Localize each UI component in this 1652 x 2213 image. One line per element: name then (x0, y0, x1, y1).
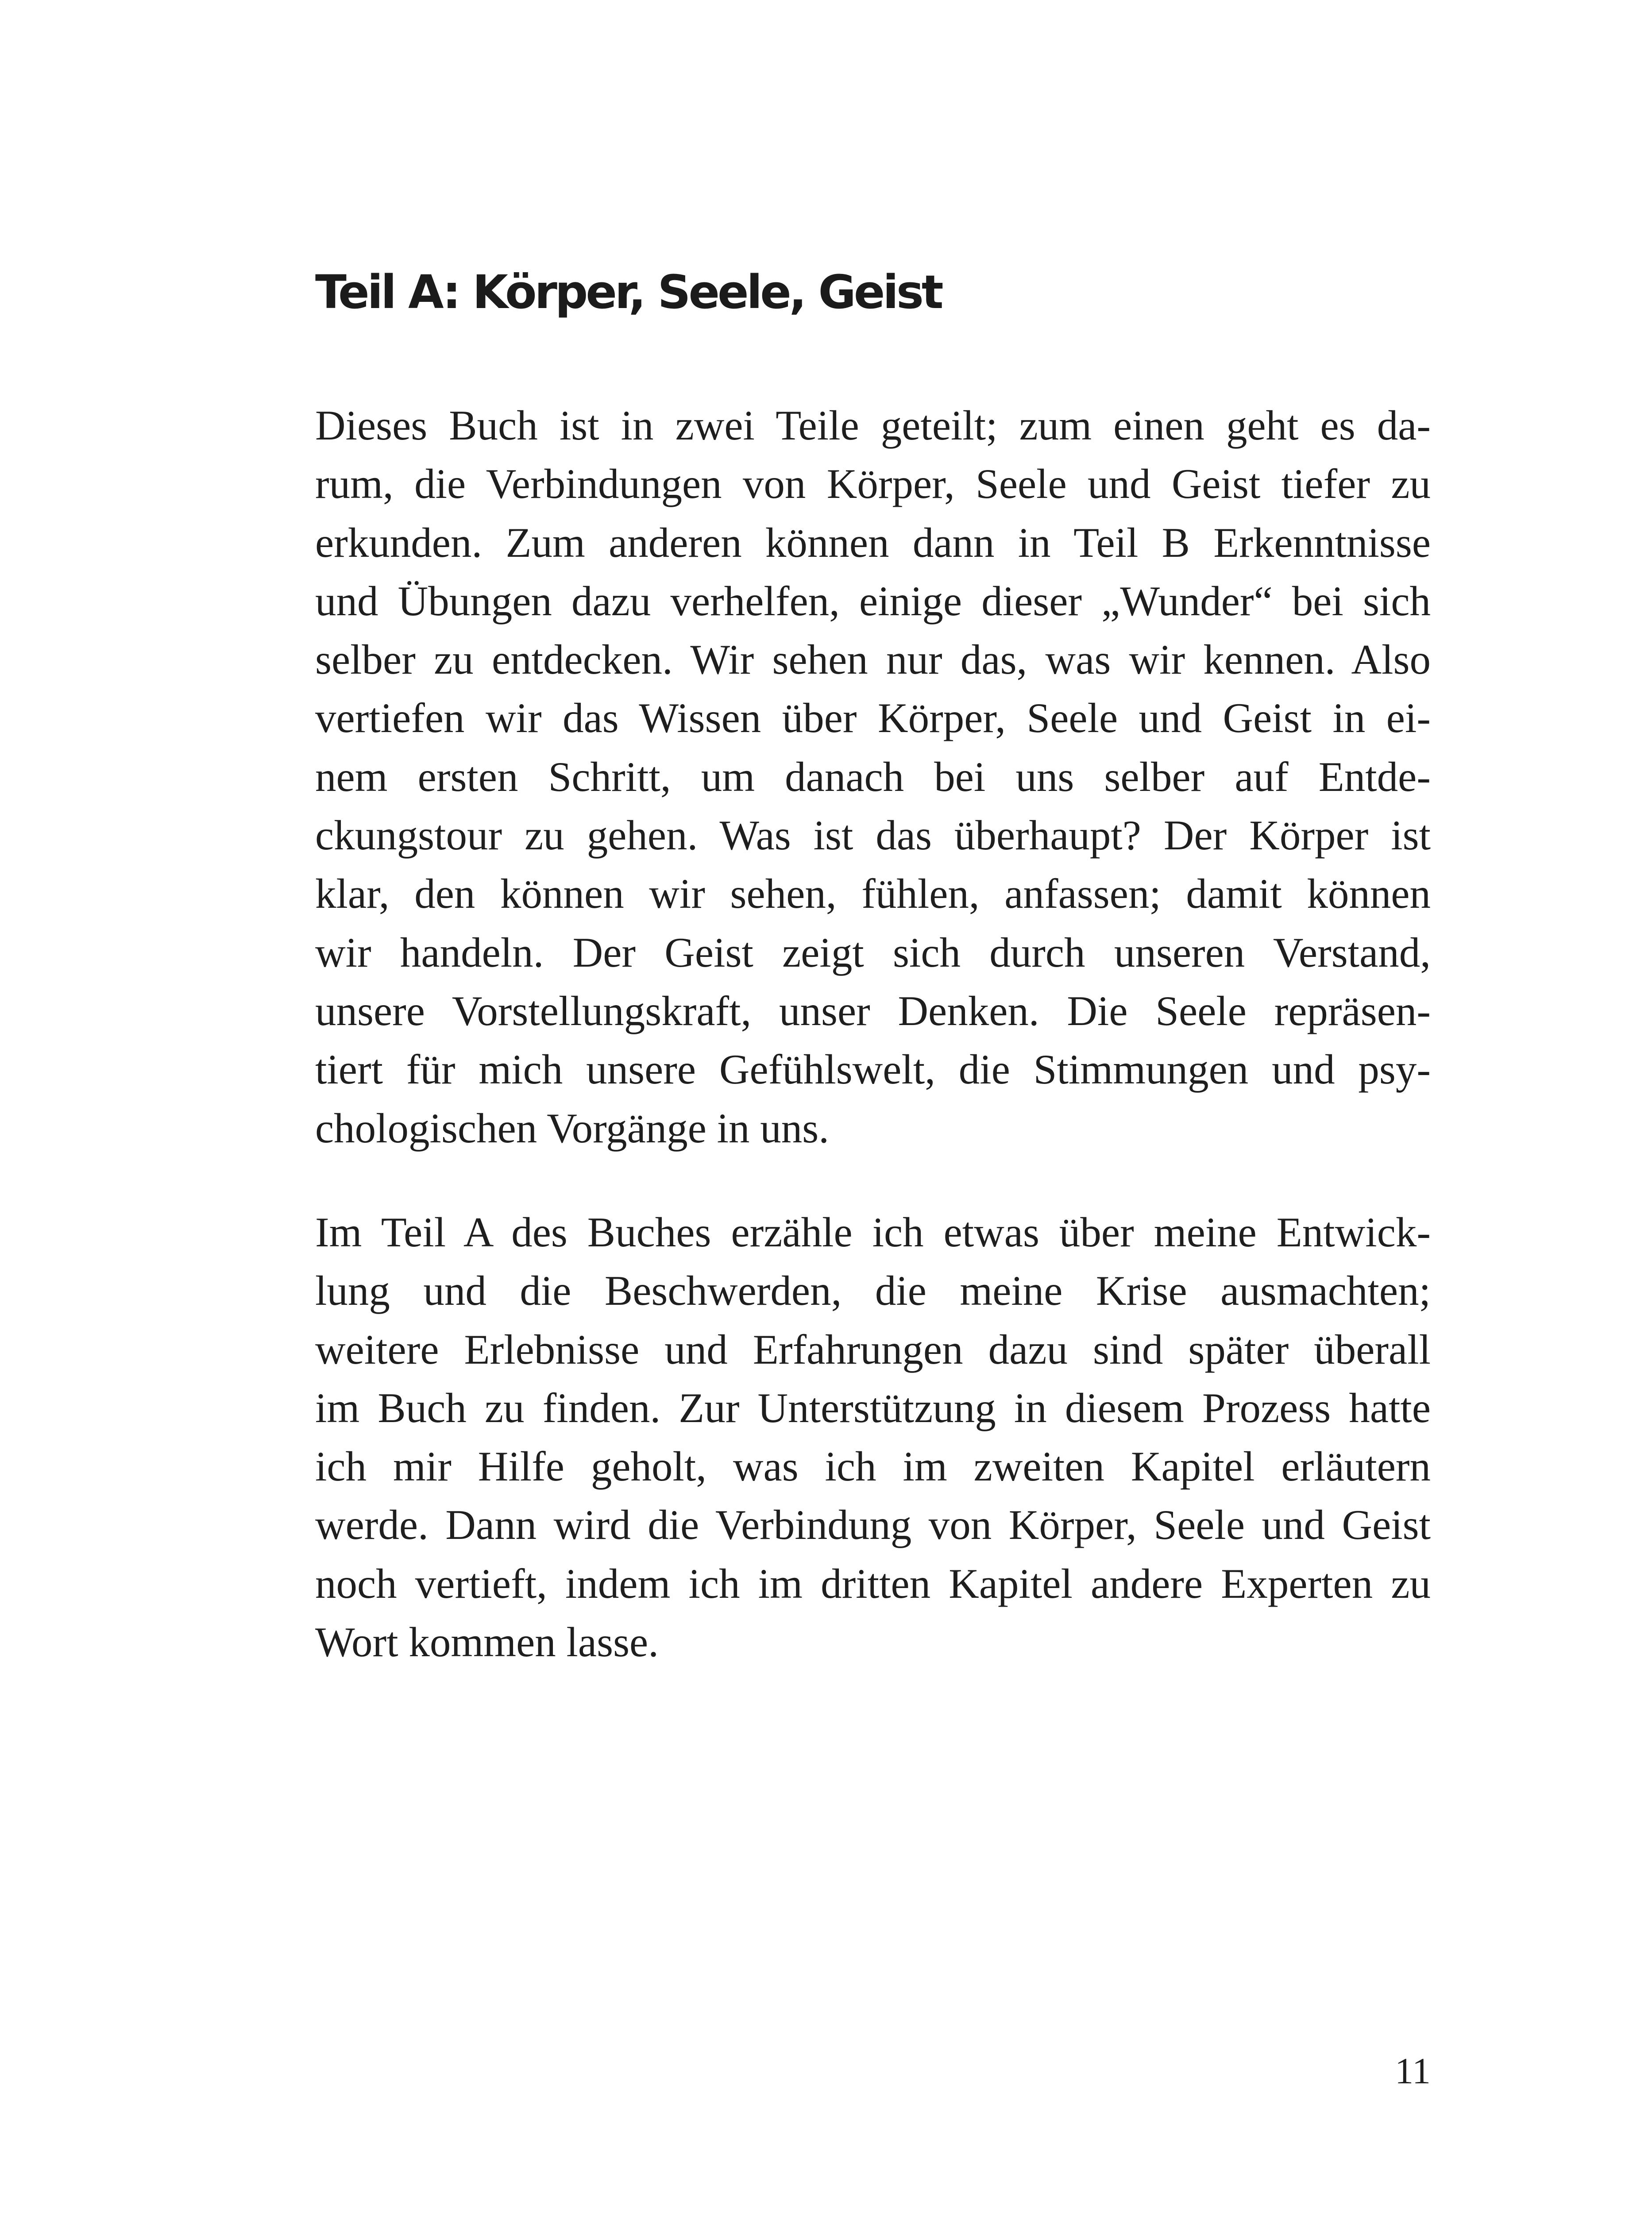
paragraph-line: tiert für mich unsere Gefühlswelt, die Stimmungen und psy- (315, 1046, 1431, 1093)
paragraph-line: selber zu entdecken. Wir sehen nur das, was wir kennen. Also (315, 636, 1431, 683)
paragraph-line: unsere Vorstellungskraft, unser Denken. Die Seele repräsen- (315, 987, 1431, 1034)
paragraph-line: klar, den können wir sehen, fühlen, anfassen; damit können (315, 870, 1431, 918)
paragraph-line: noch vertieft, indem ich im dritten Kapitel andere Experten zu (315, 1560, 1431, 1607)
paragraph-line: weitere Erlebnisse und Erfahrungen dazu sind später überall (315, 1326, 1431, 1373)
paragraph-line: erkunden. Zum anderen können dann in Teil B Erkenntnisse (315, 519, 1431, 566)
page-number: 11 (1395, 2051, 1431, 2092)
paragraph-line: rum, die Verbindungen von Körper, Seele und Geist tiefer zu (315, 460, 1431, 508)
paragraph-line: und Übungen dazu verhelfen, einige dieser „Wunder“ bei sich (315, 577, 1431, 625)
paragraph-line: ckungstour zu gehen. Was ist das überhaupt? Der Körper ist (315, 812, 1431, 859)
paragraph-line: wir handeln. Der Geist zeigt sich durch unseren Verstand, (315, 929, 1431, 976)
paragraph-line: chologischen Vorgänge in uns. (315, 1104, 830, 1152)
paragraph-2 (315, 1203, 1431, 1671)
paragraph-line: nem ersten Schritt, um danach bei uns selber auf Entde- (315, 753, 1431, 800)
paragraph-line: vertiefen wir das Wissen über Körper, Seele und Geist in ei- (315, 694, 1431, 742)
paragraph-line: Im Teil A des Buches erzähle ich etwas über meine Entwick- (315, 1209, 1431, 1256)
paragraph-line: lung und die Beschwerden, die meine Krise ausmachten; (315, 1267, 1431, 1315)
paragraph-line: werde. Dann wird die Verbindung von Körper, Seele und Geist (315, 1501, 1431, 1549)
paragraph-1 (315, 396, 1431, 1157)
paragraph-line: im Buch zu finden. Zur Unterstützung in diesem Prozess hatte (315, 1384, 1431, 1431)
paragraph-line: Wort kommen lasse. (315, 1619, 659, 1666)
paragraph-line: Dieses Buch ist in zwei Teile geteilt; zum einen geht es da- (315, 402, 1431, 449)
chapter-heading: Teil A: Körper, Seele, Geist (315, 265, 942, 319)
paragraph-line: ich mir Hilfe geholt, was ich im zweiten Kapitel erläutern (315, 1443, 1431, 1490)
